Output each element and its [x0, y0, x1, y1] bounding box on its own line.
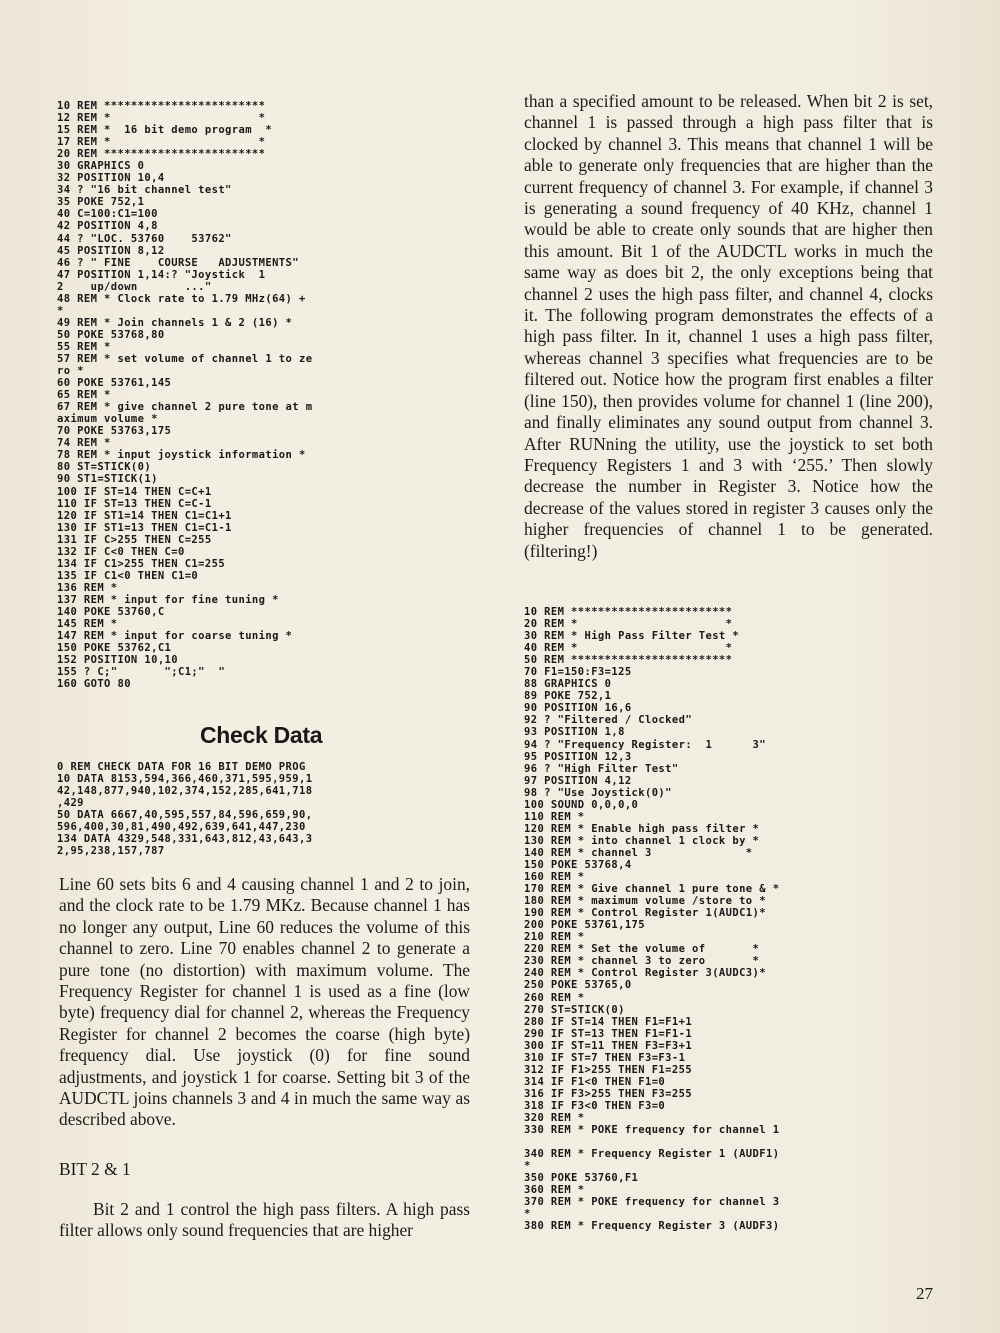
code-line: 260 REM * [524, 991, 585, 1004]
code-line: 180 REM * maximum volume /store to * [524, 895, 766, 908]
code-line: 55 REM * [57, 340, 111, 353]
code-line: 95 POSITION 12,3 [524, 750, 632, 763]
code-line: 134 DATA 4329,548,331,643,812,43,643,3 [57, 833, 313, 846]
code-line: * [57, 304, 64, 317]
bit-2-1-subheading: BIT 2 & 1 [59, 1159, 131, 1179]
code-line: 136 REM * [57, 581, 118, 594]
code-line: 230 REM * channel 3 to zero * [524, 955, 760, 968]
code-line: 35 POKE 752,1 [57, 196, 145, 209]
code-line: 110 IF ST=13 THEN C=C-1 [57, 497, 212, 510]
code-line: 49 REM * Join channels 1 & 2 (16) * [57, 316, 293, 329]
code-line: 220 REM * Set the volume of * [524, 943, 760, 956]
code-line: 135 IF C1<0 THEN C1=0 [57, 569, 199, 582]
code-line: 210 REM * [524, 931, 585, 944]
code-line: 170 REM * Give channel 1 pure tone & * [524, 883, 780, 896]
code-line: 360 REM * [524, 1184, 585, 1197]
code-line: 60 POKE 53761,145 [57, 377, 172, 390]
code-line: 314 IF F1<0 THEN F1=0 [524, 1075, 666, 1088]
code-line: 10 DATA 8153,594,366,460,371,595,959,1 [57, 773, 313, 786]
code-line: 97 POSITION 4,12 [524, 774, 632, 787]
code-line: 596,400,30,81,490,492,639,641,447,230 [57, 821, 306, 834]
code-line: 130 REM * into channel 1 clock by * [524, 834, 760, 847]
code-line: 48 REM * Clock rate to 1.79 MHz(64) + [57, 292, 306, 305]
code-line: 94 ? "Frequency Register: 1 3" [524, 738, 766, 751]
code-line: 137 REM * input for fine tuning * [57, 593, 279, 606]
code-line: 318 IF F3<0 THEN F3=0 [524, 1099, 666, 1112]
code-line: 45 POSITION 8,12 [57, 244, 165, 257]
code-line: 370 REM * POKE frequency for channel 3 [524, 1196, 780, 1209]
code-line: 312 IF F1>255 THEN F1=255 [524, 1063, 693, 1076]
code-line: * [524, 1208, 531, 1221]
code-line: 40 C=100:C1=100 [57, 208, 158, 221]
code-line: 0 REM CHECK DATA FOR 16 BIT DEMO PROG [57, 761, 306, 773]
code-line: 140 POKE 53760,C [57, 605, 165, 618]
code-line: 131 IF C>255 THEN C=255 [57, 533, 212, 546]
code-line: 330 REM * POKE frequency for channel 1 [524, 1124, 780, 1137]
code-line: 152 POSITION 10,10 [57, 654, 178, 667]
code-line: 90 ST1=STICK(1) [57, 473, 158, 486]
code-line: 316 IF F3>255 THEN F3=255 [524, 1087, 693, 1100]
code-line: 290 IF ST=13 THEN F1=F1-1 [524, 1027, 693, 1040]
code-line: 17 REM * * [57, 136, 266, 149]
code-line: 70 F1=150:F3=125 [524, 666, 632, 679]
code-line: 90 POSITION 16,6 [524, 702, 632, 715]
code-line: 40 REM * * [524, 642, 733, 655]
code-line: 380 REM * Frequency Register 3 (AUDF3) [524, 1220, 780, 1233]
code-line: 89 POKE 752,1 [524, 690, 612, 703]
code-line: 300 IF ST=11 THEN F3=F3+1 [524, 1039, 693, 1052]
code-line: 340 REM * Frequency Register 1 (AUDF1) [524, 1148, 780, 1161]
code-line: 350 POKE 53760,F1 [524, 1172, 639, 1185]
code-line: 57 REM * set volume of channel 1 to ze [57, 352, 313, 365]
code-line: 120 IF ST1=14 THEN C1=C1+1 [57, 509, 232, 522]
code-line: 44 ? "LOC. 53760 53762" [57, 232, 232, 245]
code-line: 240 REM * Control Register 3(AUDC3)* [524, 967, 766, 980]
code-line: 30 GRAPHICS 0 [57, 160, 145, 173]
code-line: 42 POSITION 4,8 [57, 220, 158, 233]
code-line: 42,148,877,940,102,374,152,285,641,718 [57, 785, 313, 798]
code-line: 70 POKE 53763,175 [57, 425, 172, 438]
page-number: 27 [916, 1284, 933, 1303]
code-line: 10 REM ************************ [524, 606, 733, 618]
code-line [524, 1136, 944, 1148]
code-line: aximum volume * [57, 413, 158, 426]
basic-listing-high-pass-filter [524, 606, 944, 1232]
code-line: 92 ? "Filtered / Clocked" [524, 714, 693, 727]
code-line: 130 IF ST1=13 THEN C1=C1-1 [57, 521, 232, 534]
code-line: 10 REM ************************ [57, 100, 266, 112]
code-line: 15 REM * 16 bit demo program * [57, 124, 273, 137]
code-line: ,429 [57, 797, 84, 810]
code-line: 30 REM * High Pass Filter Test * [524, 630, 740, 643]
code-line: 310 IF ST=7 THEN F3=F3-1 [524, 1051, 686, 1064]
code-line: 2 up/down ..." [57, 280, 212, 293]
code-line: 280 IF ST=14 THEN F1=F1+1 [524, 1015, 693, 1028]
body-paragraph-bit-2-1: Bit 2 and 1 control the high pass filters. A high pass filter allows only sound frequencies that are higher [59, 1199, 470, 1241]
code-line: ro * [57, 365, 84, 378]
code-line: 50 REM ************************ [524, 654, 733, 667]
code-line: 110 REM * [524, 810, 585, 823]
code-line: 12 REM * * [57, 112, 266, 125]
code-line: 160 REM * [524, 871, 585, 884]
code-line: 134 IF C1>255 THEN C1=255 [57, 557, 226, 570]
code-line: 46 ? " FINE COURSE ADJUSTMENTS" [57, 256, 299, 269]
code-line: 270 ST=STICK(0) [524, 1003, 625, 1016]
code-line: 140 REM * channel 3 * [524, 846, 753, 859]
code-line: 96 ? "High Filter Test" [524, 762, 679, 775]
code-line: 150 POKE 53762,C1 [57, 642, 172, 655]
code-line: 20 REM ************************ [57, 148, 266, 161]
code-line: 155 ? C;" ";C1;" " [57, 666, 226, 679]
body-paragraph-high-pass: than a specified amount to be released. When bit 2 is set, channel 1 is passed through a high pass filter that is clocked by channel 3. This means that channel 1 will be able to generate only frequencies that are higher than the current frequency of channel 3. For example, if channel 3 is generating a sound frequency of 40 KHz, channel 1 would be able to create only sounds that are higher then this amount. Bit 1 of the AUDCTL works in much the same way as does bit 2, the only exceptions being that channel 2 uses the high pass filter, and channel 4, clocks it. The following program demonstrates the effects of a high pass filter. In it, channel 1 uses a high pass filter, whereas channel 3 specifies what frequencies are to be filtered out. Notice how the program first enables a filter (line 150), then provides volume for channel 1 (line 200), and finally eliminates any sound output from channel 3. After RUNning the utility, use the joystick to set both Frequency Registers 1 and 3 with ‘255.’ Then slowly decrease the number in Register 3. Notice how the decrease of the values stored in register 3 causes only the higher frequencies of channel 1 to be generated. (filtering!) [524, 91, 933, 561]
code-line: 160 GOTO 80 [57, 678, 131, 691]
code-line: * [524, 1160, 531, 1173]
code-line: 50 DATA 6667,40,595,557,84,596,659,90, [57, 809, 313, 822]
code-line: 2,95,238,157,787 [57, 845, 165, 858]
code-line: 150 POKE 53768,4 [524, 858, 632, 871]
code-line: 190 REM * Control Register 1(AUDC1)* [524, 907, 766, 920]
code-line: 132 IF C<0 THEN C=0 [57, 545, 185, 558]
code-line: 80 ST=STICK(0) [57, 461, 152, 474]
code-line: 320 REM * [524, 1111, 585, 1124]
code-line: 200 POKE 53761,175 [524, 919, 645, 932]
code-line: 88 GRAPHICS 0 [524, 678, 612, 691]
code-line: 93 POSITION 1,8 [524, 726, 625, 739]
code-line: 47 POSITION 1,14:? "Joystick 1 [57, 268, 266, 281]
check-data-heading: Check Data [200, 722, 323, 748]
code-line: 145 REM * [57, 618, 118, 631]
code-line: 250 POKE 53765,0 [524, 979, 632, 992]
code-line: 100 SOUND 0,0,0,0 [524, 798, 639, 811]
code-line: 34 ? "16 bit channel test" [57, 184, 232, 197]
check-data-listing [57, 761, 467, 857]
code-line: 50 POKE 53768,80 [57, 328, 165, 341]
code-line: 67 REM * give channel 2 pure tone at m [57, 401, 313, 414]
body-paragraph-line-60: Line 60 sets bits 6 and 4 causing channel 1 and 2 to join, and the clock rate to be 1.79 MKz. Because channel 1 has no longer any output, Line 60 reduces the volume of this channel to zero. Line 70 enables channel 2 to generate a pure tone (no distortion) with maximum volume. The Frequency Register for channel 1 is used as a fine (low byte) frequency dial for channel 2, whereas the Frequency Register for channel 2 becomes the coarse (high byte) frequency dial. Use joystick (0) for fine sound adjustments, and joystick 1 for coarse. Setting bit 3 of the AUDCTL joins channels 3 and 4 in much the same way as described above. [59, 874, 470, 1130]
code-line: 120 REM * Enable high pass filter * [524, 822, 760, 835]
code-line: 65 REM * [57, 389, 111, 402]
code-line: 74 REM * [57, 437, 111, 450]
code-line: 32 POSITION 10,4 [57, 172, 165, 185]
code-line: 100 IF ST=14 THEN C=C+1 [57, 485, 212, 498]
code-line: 147 REM * input for coarse tuning * [57, 630, 293, 643]
code-line: 98 ? "Use Joystick(0)" [524, 786, 672, 799]
code-line: 78 REM * input joystick information * [57, 449, 306, 462]
code-line: 20 REM * * [524, 618, 733, 631]
basic-listing-16-bit-demo [57, 100, 467, 690]
